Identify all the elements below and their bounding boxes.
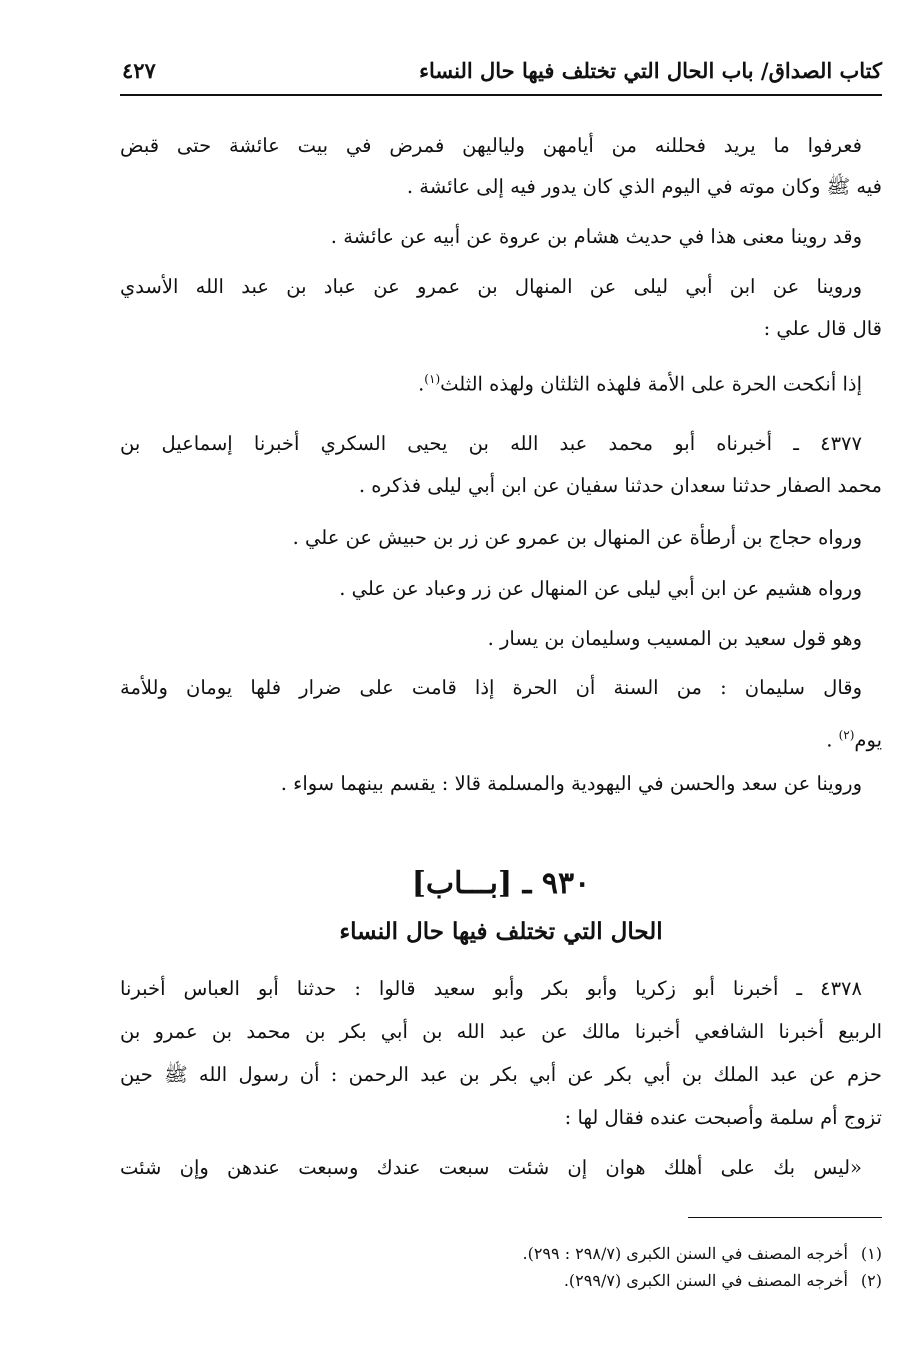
- footnote-text: أخرجه المصنف في السنن الكبرى (٢٩٩/٧).: [563, 1271, 848, 1290]
- footnote-number: (٢): [860, 1271, 882, 1290]
- text-line: ورواه حجاج بن أرطأة عن المنهال بن عمرو عن زر بن حبيش عن علي .: [292, 526, 862, 549]
- hadith-line: «ليس بك على أهلك هوان إن شئت سبعت عندك وسبعت عندهن وإن شئت: [120, 1156, 862, 1179]
- chapter-title: الحال التي تختلف فيها حال النساء: [339, 918, 663, 945]
- quote-end: .: [418, 372, 425, 396]
- text-line: قال قال علي :: [763, 317, 882, 340]
- footnote-text: أخرجه المصنف في السنن الكبرى (٢٩٨/٧ : ٢٩٩).: [522, 1244, 848, 1263]
- footnote-divider: [688, 1217, 882, 1218]
- footnote-ref: (٢): [838, 728, 855, 742]
- text-line: ورواه هشيم عن ابن أبي ليلى عن المنهال عن زر وعباد عن علي .: [339, 577, 862, 600]
- text-line: فعرفوا ما يريد فحللنه من أيامهن ولياليهن فمرض في بيت عائشة حتى قبض: [120, 134, 862, 157]
- text-line: وقد روينا معنى هذا في حديث هشام بن عروة عن أبيه عن عائشة .: [330, 225, 862, 248]
- text-line: وروينا عن ابن أبي ليلى عن المنهال بن عمرو عن عباد بن عبد الله الأسدي: [120, 275, 862, 298]
- chapter-number-heading: ٩٣٠ ـ [بـــاب]: [411, 866, 591, 901]
- footnote-ref: (١): [424, 372, 441, 386]
- page-number: ٤٢٧: [122, 58, 156, 83]
- hadith-line: محمد الصفار حدثنا سعدان حدثنا سفيان عن ابن أبي ليلى فذكره .: [358, 474, 882, 497]
- text-line: فيه ﷺ وكان موته في اليوم الذي كان يدور فيه إلى عائشة .: [406, 175, 882, 198]
- hadith-line: الربيع أخبرنا الشافعي أخبرنا مالك عن عبد الله بن أبي بكر بن محمد بن عمرو بن: [120, 1020, 882, 1043]
- text-line: وهو قول سعيد بن المسيب وسليمان بن يسار .: [487, 627, 862, 650]
- quote-line: [120, 359, 882, 399]
- footnote-1: [120, 1241, 882, 1267]
- running-title: كتاب الصداق/ باب الحال التي تختلف فيها حال النساء: [419, 58, 882, 83]
- quote-text: إذا أنكحت الحرة على الأمة فلهذه الثلثان ولهذه الثلث: [440, 372, 862, 396]
- hadith-line: تزوج أم سلمة وأصبحت عنده فقال لها :: [564, 1106, 882, 1129]
- hadith-line: حزم عن عبد الملك بن أبي بكر عن أبي بكر بن عبد الرحمن : أن رسول الله ﷺ حين: [120, 1063, 882, 1086]
- hadith-line: ٤٣٧٨ ـ أخبرنا أبو زكريا وأبو بكر وأبو سعيد قالوا : حدثنا أبو العباس أخبرنا: [120, 977, 862, 1000]
- footnote-number: (١): [860, 1244, 882, 1263]
- text-line: [120, 715, 882, 755]
- text-word: يوم: [854, 728, 882, 752]
- footnote-2: [120, 1268, 882, 1294]
- text-end: .: [826, 728, 839, 752]
- text-line: وقال سليمان : من السنة أن الحرة إذا قامت على ضرار فلها يومان وللأمة: [120, 676, 862, 699]
- page-header: [120, 48, 882, 96]
- hadith-line: ٤٣٧٧ ـ أخبرناه أبو محمد عبد الله بن يحيى السكري أخبرنا إسماعيل بن: [120, 432, 862, 455]
- text-line: وروينا عن سعد والحسن في اليهودية والمسلمة قالا : يقسم بينهما سواء .: [280, 772, 862, 795]
